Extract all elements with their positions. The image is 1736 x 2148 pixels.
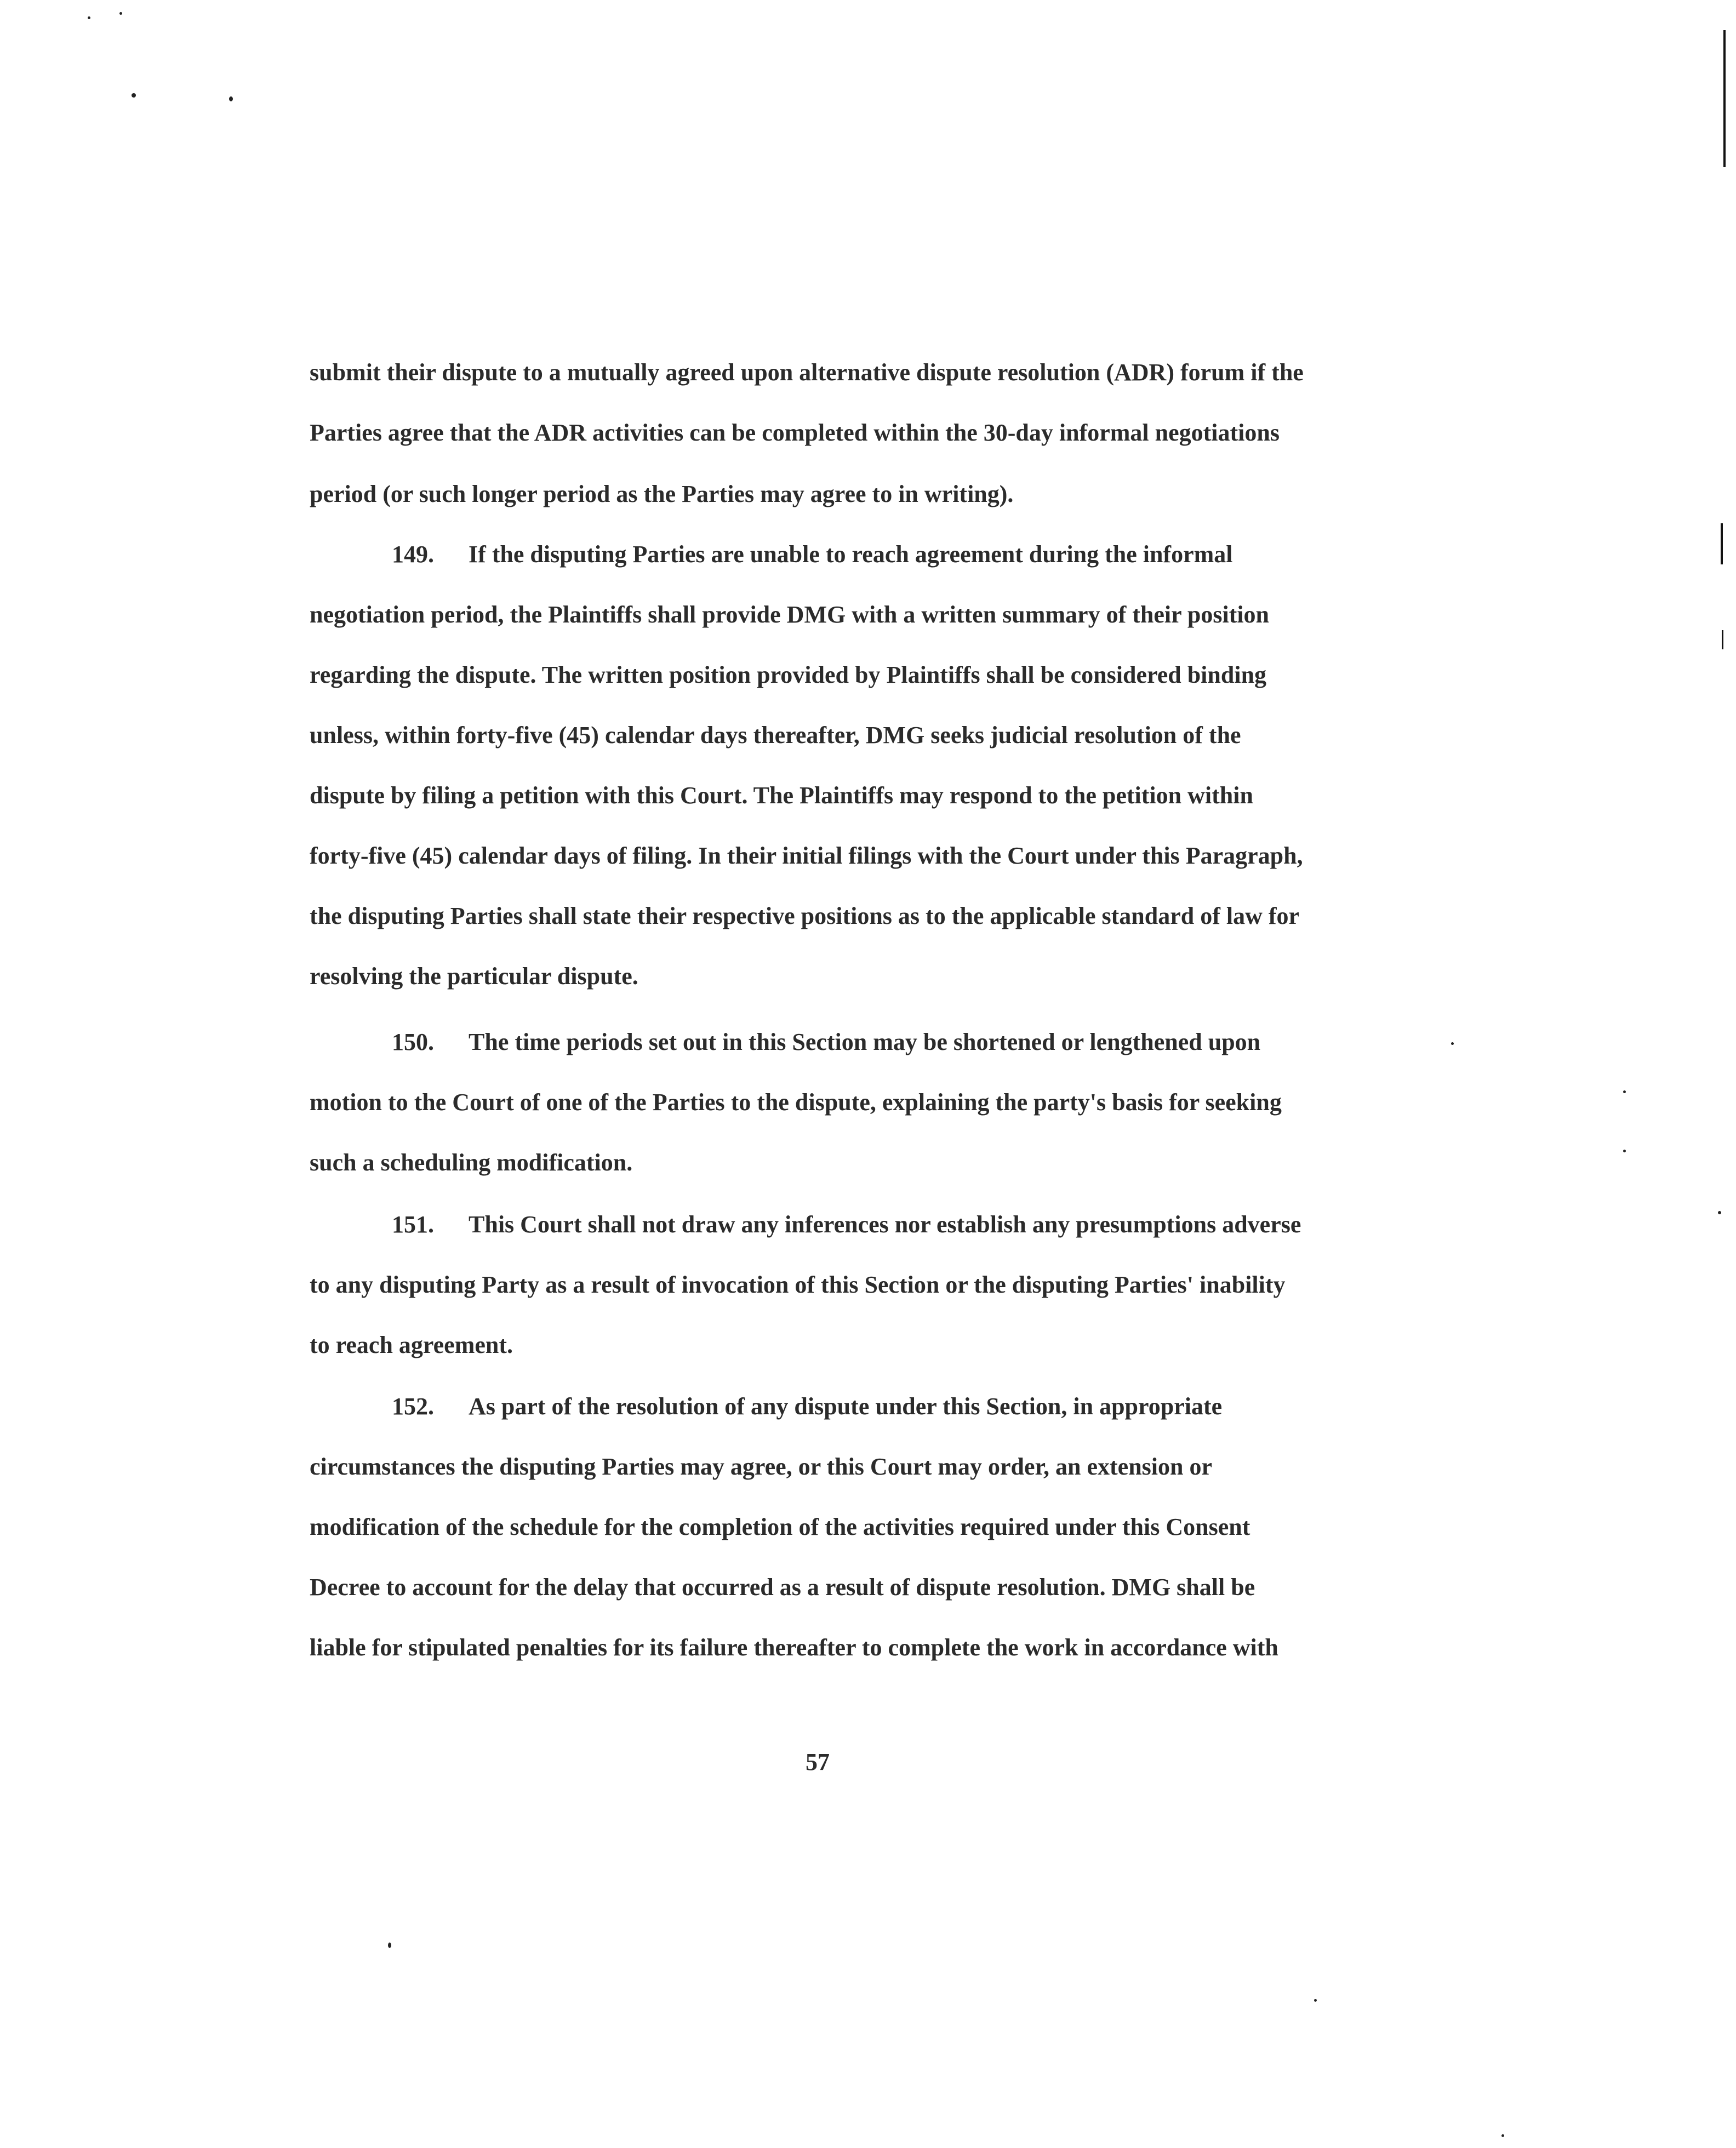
text-line: circumstances the disputing Parties may agree, or this Court may order, an extension or — [310, 1453, 1213, 1480]
text-line: forty-five (45) calendar days of filing. In their initial filings with the Court under this Paragraph, — [310, 842, 1303, 869]
paragraph-151-first-line — [392, 1208, 1301, 1241]
text-line: Decree to account for the delay that occurred as a result of dispute resolution. DMG shall be — [310, 1574, 1255, 1601]
paragraph-number: 149. — [392, 541, 434, 568]
text-line: regarding the dispute. The written position provided by Plaintiffs shall be considered binding — [310, 661, 1267, 688]
paragraph-150-first-line — [392, 1026, 1260, 1059]
text-line: unless, within forty-five (45) calendar days thereafter, DMG seeks judicial resolution of the — [310, 722, 1241, 749]
paragraph-152-first-line — [392, 1390, 1222, 1423]
scan-speck — [1623, 1150, 1626, 1152]
text-line: liable for stipulated penalties for its failure thereafter to complete the work in accordance with — [310, 1634, 1278, 1661]
scan-speck — [1501, 2134, 1504, 2137]
paragraph-number: 150. — [392, 1029, 434, 1055]
scan-speck — [388, 1943, 391, 1948]
text-line: This Court shall not draw any inferences nor establish any presumptions adverse — [469, 1211, 1301, 1238]
text-line: modification of the schedule for the completion of the activities required under this Consent — [310, 1513, 1250, 1540]
paragraph-number: 152. — [392, 1393, 434, 1420]
text-line: submit their dispute to a mutually agreed upon alternative dispute resolution (ADR) forum if the — [310, 359, 1304, 386]
paragraph-149-first-line — [392, 538, 1233, 571]
text-line: such a scheduling modification. — [310, 1149, 633, 1176]
scan-speck — [1451, 1042, 1454, 1045]
text-line: the disputing Parties shall state their respective positions as to the applicable standard of law for — [310, 902, 1300, 929]
text-line: dispute by filing a petition with this Court. The Plaintiffs may respond to the petition within — [310, 782, 1253, 809]
page-number: 57 — [806, 1749, 830, 1775]
scan-speck — [1623, 1090, 1626, 1093]
text-line: If the disputing Parties are unable to reach agreement during the informal — [469, 541, 1233, 568]
scan-edge-mark — [1721, 523, 1723, 564]
text-line: resolving the particular dispute. — [310, 963, 638, 990]
scan-speck — [119, 12, 122, 15]
scan-edge-mark — [1723, 30, 1726, 167]
scan-edge-mark — [1722, 630, 1723, 649]
scan-speck — [229, 96, 233, 101]
text-line: Parties agree that the ADR activities can be completed within the 30-day informal negotiations — [310, 419, 1280, 446]
paragraph-number: 151. — [392, 1211, 434, 1238]
text-line: period (or such longer period as the Parties may agree to in writing). — [310, 481, 1014, 507]
text-line: negotiation period, the Plaintiffs shall provide DMG with a written summary of their position — [310, 601, 1270, 628]
text-line: motion to the Court of one of the Parties to the dispute, explaining the party's basis for seeking — [310, 1089, 1282, 1116]
scan-speck — [1314, 1999, 1317, 2002]
text-line: The time periods set out in this Section may be shortened or lengthened upon — [469, 1029, 1261, 1055]
scan-speck — [88, 16, 90, 19]
scan-speck — [1718, 1211, 1721, 1214]
scan-speck — [132, 93, 136, 98]
text-line: to reach agreement. — [310, 1332, 513, 1358]
text-line: As part of the resolution of any dispute under this Section, in appropriate — [469, 1393, 1223, 1420]
text-line: to any disputing Party as a result of invocation of this Section or the disputing Parties' inability — [310, 1271, 1286, 1298]
